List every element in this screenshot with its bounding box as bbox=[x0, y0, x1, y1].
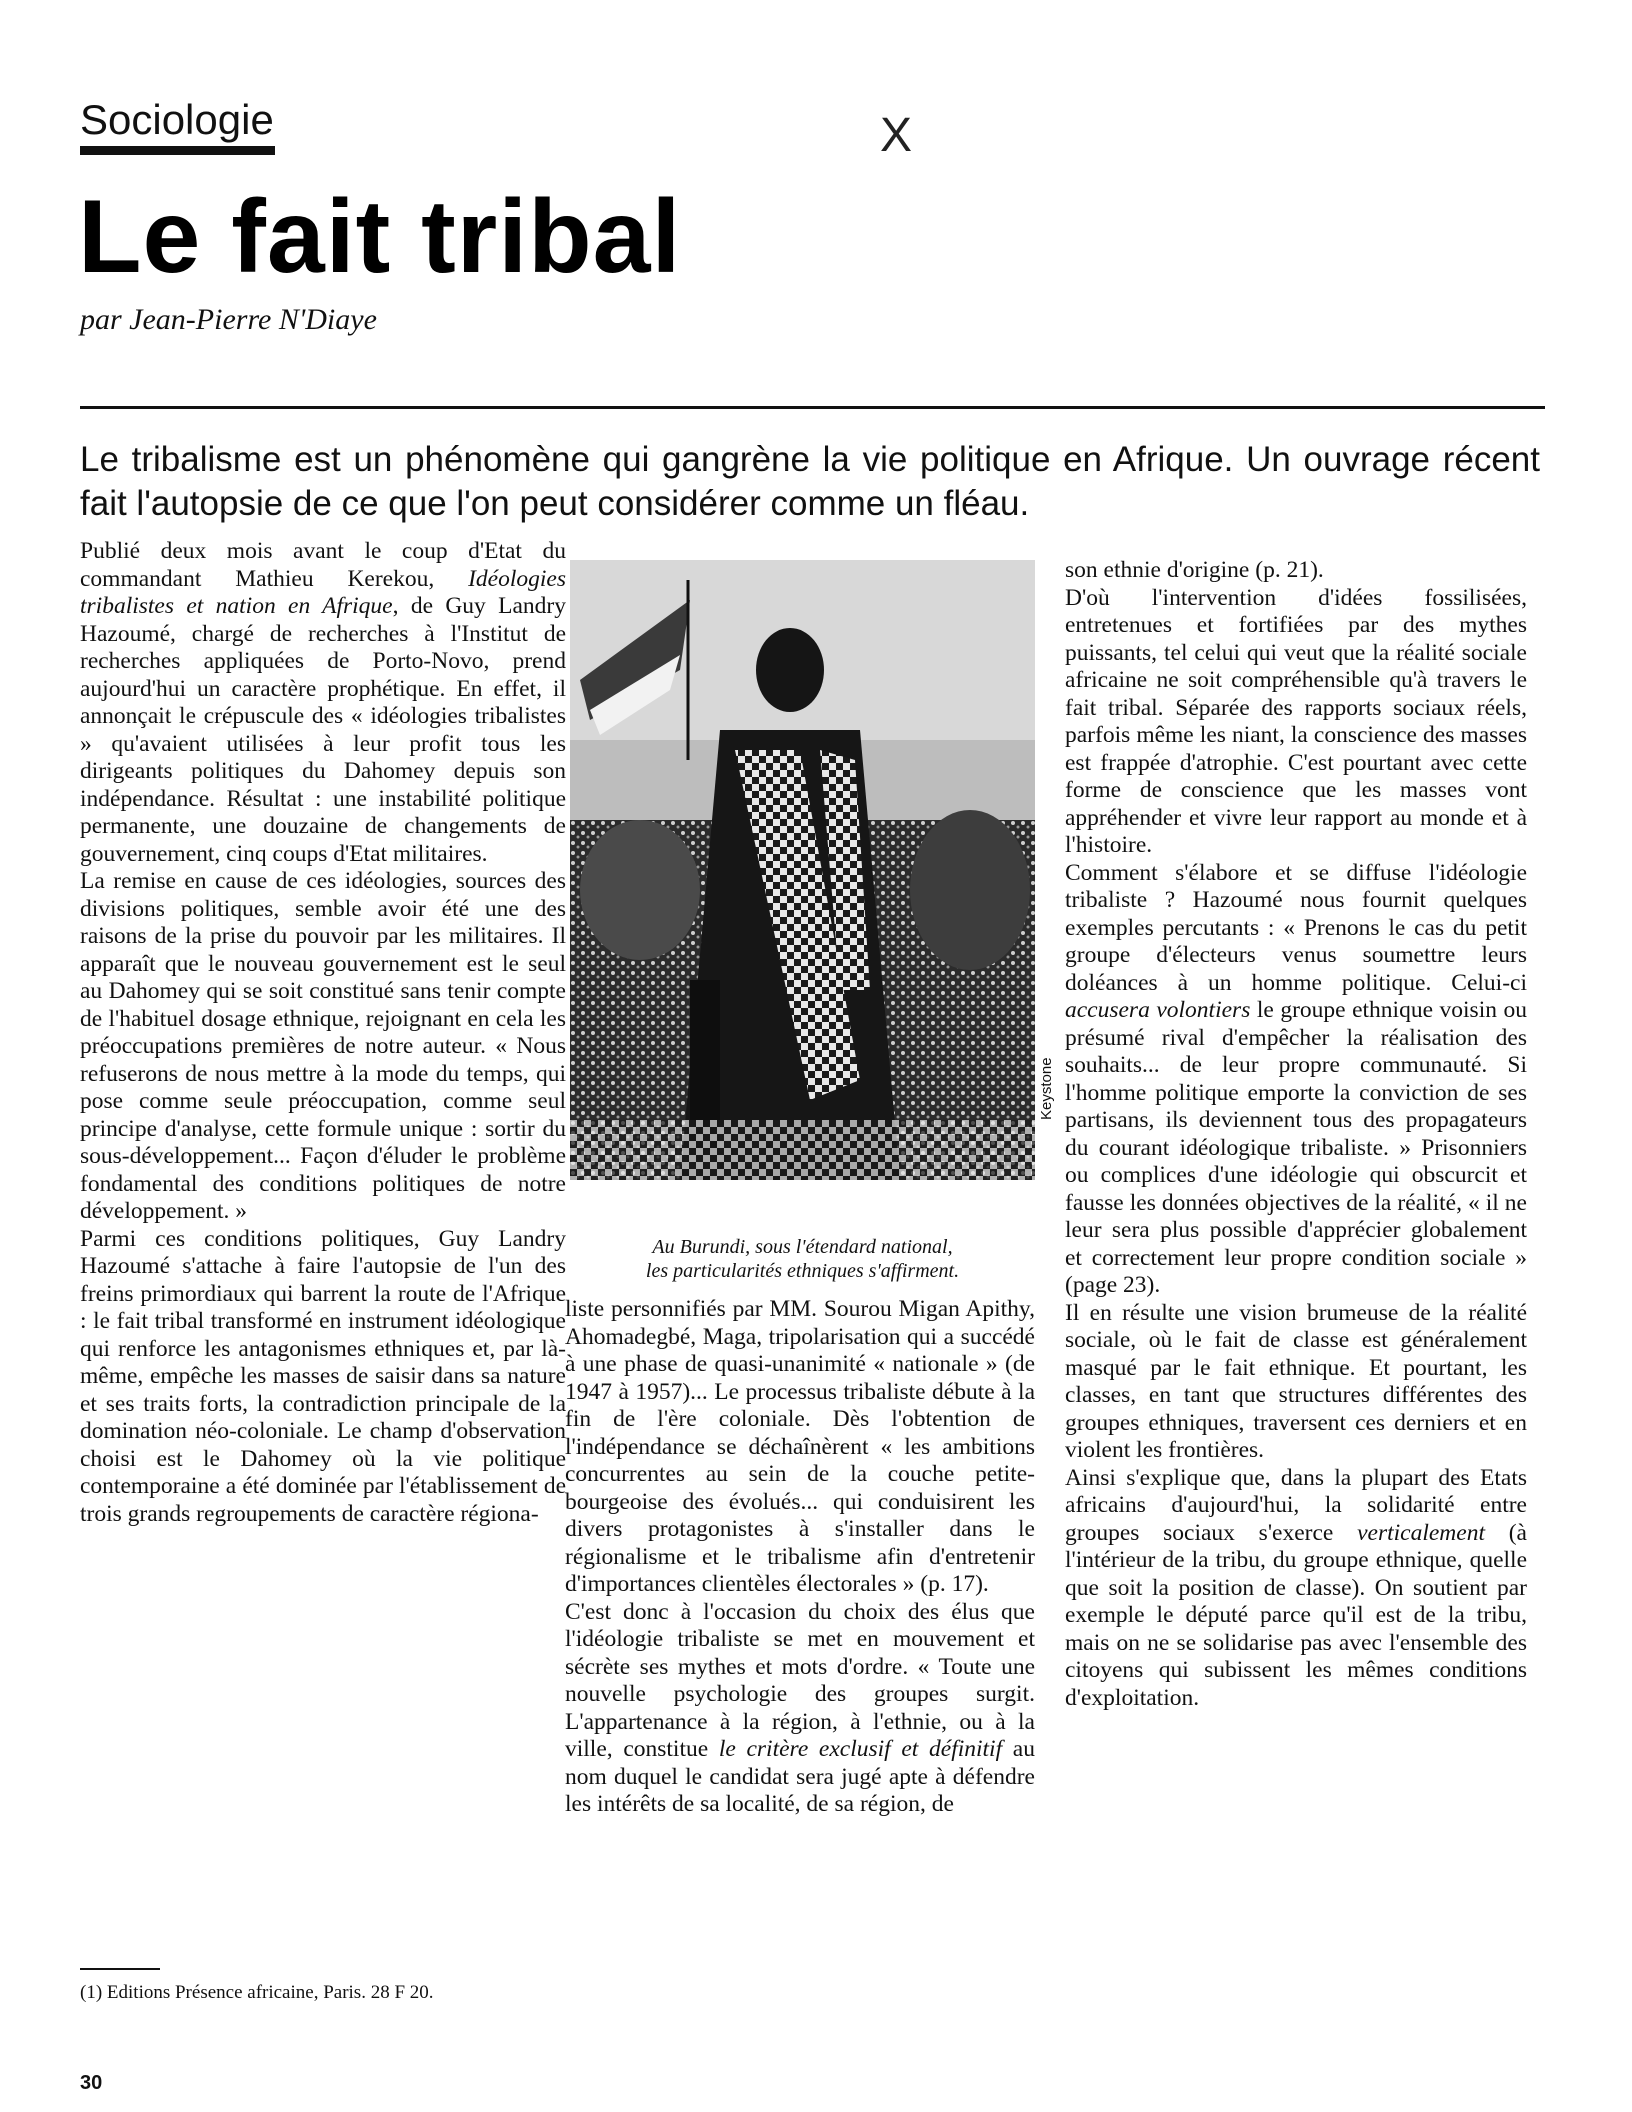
book-title: Idéologies tribalistes et nation en Afrique bbox=[80, 565, 566, 619]
emphasis-accusera: accusera volontiers bbox=[1065, 997, 1251, 1023]
caption-line-1: Au Burundi, sous l'étendard national, bbox=[652, 1236, 953, 1258]
paragraph-4: liste personnifiés par MM. Sourou Migan Apithy, Ahomadegbé, Maga, tripolarisation qui a succédé à une phase de quasi-unanimité « nationale » (de 1947 à 1957)... Le processus tribaliste débute à la fin de l'ère coloniale. Dès l'obtention de l'indépendance se déchaînèrent « les ambitions concurrentes au sein de la couche petite-bourgeoise des évolués... qui conduisirent les divers protagonistes à s'installer dans le régionalisme et le tribalisme afin d'entretenir d'importances clientèles électorales » (p. 17). bbox=[565, 1296, 1035, 1597]
paragraph-8: Comment s'élabore et se diffuse l'idéologie tribaliste ? Hazoumé nous fournit quelques exemples percutants : « Prenons le cas du petit groupe d'électeurs venus soumettre leurs doléances à un homme politique. Celui-ci accusera volontiers le groupe ethnique voisin ou présumé rival d'empêcher la réalisation des souhaits... de leur propre communauté. Si l'homme politique emporte la conviction de ses partisans, ils deviennent tous des propagateurs du courant idéologique tribaliste. » Prisonniers ou complices d'une idéologie qui obscurcit et fausse les données objectives de la réalité, « il ne leur sera plus possible d'apprécier globalement et correctement leur propre condition sociale » (page 23). bbox=[1065, 859, 1527, 1298]
emphasis-verticalement: verticalement bbox=[1357, 1519, 1485, 1546]
paragraph-6: son ethnie d'origine (p. 21). bbox=[1065, 557, 1324, 583]
paragraph-3: Parmi ces conditions politiques, Guy Landry Hazoumé s'attache à faire l'autopsie de l'un des freins primordiaux qui barrent la route de l'Afrique : le fait tribal transformé en instrument idéologique qui renforce les antagonismes ethniques et, par là-même, empêche les masses de saisir dans sa nature et ses traits forts, la contradiction principale de la domination néo-coloniale. Le champ d'observation choisi est le Dahomey où la vie politique contemporaine a été dominée par l'établissement de trois grands regroupements de caractère régiona- bbox=[80, 1225, 566, 1527]
footnote: (1) Editions Présence africaine, Paris. 28 F 20. bbox=[80, 1982, 434, 2003]
column-middle bbox=[565, 1296, 1035, 1819]
paragraph-10: Ainsi s'explique que, dans la plupart des Etats africains d'aujourd'hui, la solidarité entre groupes sociaux s'exerce verticalement (à l'intérieur de la tribu, du groupe ethnique, quelle que soit la position de classe). On soutient par exemple le député parce qu'il est de la tribu, mais on ne se solidarise pas avec l'ensemble des citoyens qui subissent les mêmes conditions d'exploitation. bbox=[1065, 1464, 1527, 1711]
page-number: 30 bbox=[80, 2072, 103, 2094]
section-underline bbox=[80, 146, 275, 155]
photo-illustration bbox=[570, 560, 1035, 1180]
paragraph-9: Il en résulte une vision brumeuse de la réalité sociale, où le fait de classe est généralement masqué par le fait ethnique. Et pourtant, les classes, en tant que structures différentes des groupes ethniques, traversent ces derniers et en violent les frontières. bbox=[1065, 1299, 1527, 1463]
paragraph-2: La remise en cause de ces idéologies, sources des divisions politiques, semble avoir été une des raisons de la prise du pouvoir par les militaires. Il apparaît que le nouveau gouvernement est le seul au Dahomey qui se soit constitué sans tenir compte de l'habituel dosage ethnique, rejoignant en cela les préoccupations premières de notre auteur. « Nous refuserons de nous mettre à la mode du temps, qui pose comme seule préoccupation, comme seul principe d'analyse, cette formule unique : sortir du sous-développement... Façon d'éluder le problème fondamental des conditions politiques de notre développement. » bbox=[80, 868, 566, 1224]
pencil-cross-mark: X bbox=[880, 109, 913, 162]
photo-caption bbox=[570, 1235, 1035, 1283]
footnote-divider bbox=[80, 1968, 160, 1970]
article-deck: Le tribalisme est un phénomène qui gangrène la vie politique en Afrique. Un ouvrage récent fait l'autopsie de ce que l'on peut considérer comme un fléau. bbox=[80, 440, 1540, 523]
paragraph-7: D'où l'intervention d'idées fossilisées, entretenues et fortifiées par des mythes puissants, tel celui qui veut que la réalité sociale africaine ne soit compréhensible qu'à travers le fait tribal. Séparée des rapports sociaux réels, parfois même les niant, la conscience des masses est frappée d'atrophie. C'est pourtant avec cette forme de conscience que les masses vont appréhender et vivre leur rapport au monde et à l'histoire. bbox=[1065, 584, 1527, 858]
column-left bbox=[80, 538, 566, 1528]
photo-figure bbox=[570, 560, 1035, 1242]
article-title: Le fait tribal bbox=[78, 179, 682, 295]
header-divider bbox=[80, 406, 1545, 409]
photo-burundi bbox=[570, 560, 1035, 1180]
paragraph-1: Publié deux mois avant le coup d'Etat du commandant Mathieu Kerekou, Idéologies tribalistes et nation en Afrique, de Guy Landry Hazoumé, chargé de recherches à l'Institut de recherches appliquées de Porto-Novo, prend aujourd'hui un caractère prophétique. En effet, il annonçait le crépuscule des « idéologies tribalistes » qu'avaient utilisées à leur profit tous les dirigeants politiques du Dahomey depuis son indépendance. Résultat : une instabilité politique permanente, une douzaine de changements de gouvernement, cinq coups d'Etat militaires. bbox=[80, 538, 566, 867]
article-byline: par Jean-Pierre N'Diaye bbox=[80, 303, 377, 336]
photo-credit: Keystone bbox=[1038, 1057, 1055, 1120]
emphasis-critere: le critère exclusif et définitif bbox=[718, 1736, 1003, 1762]
column-right bbox=[1065, 557, 1527, 1712]
section-label: Sociologie bbox=[80, 96, 274, 143]
paragraph-5: C'est donc à l'occasion du choix des élus que l'idéologie tribaliste se met en mouvement et sécrète ses mythes et mots d'ordre. « Toute une nouvelle psychologie des groupes surgit. L'appartenance à la région, à l'ethnie, ou à la ville, constitue le critère exclusif et définitif au nom duquel le candidat sera jugé apte à défendre les intérêts de sa localité, de sa région, de bbox=[565, 1598, 1035, 1817]
caption-line-2: les particularités ethniques s'affirment. bbox=[645, 1260, 960, 1282]
